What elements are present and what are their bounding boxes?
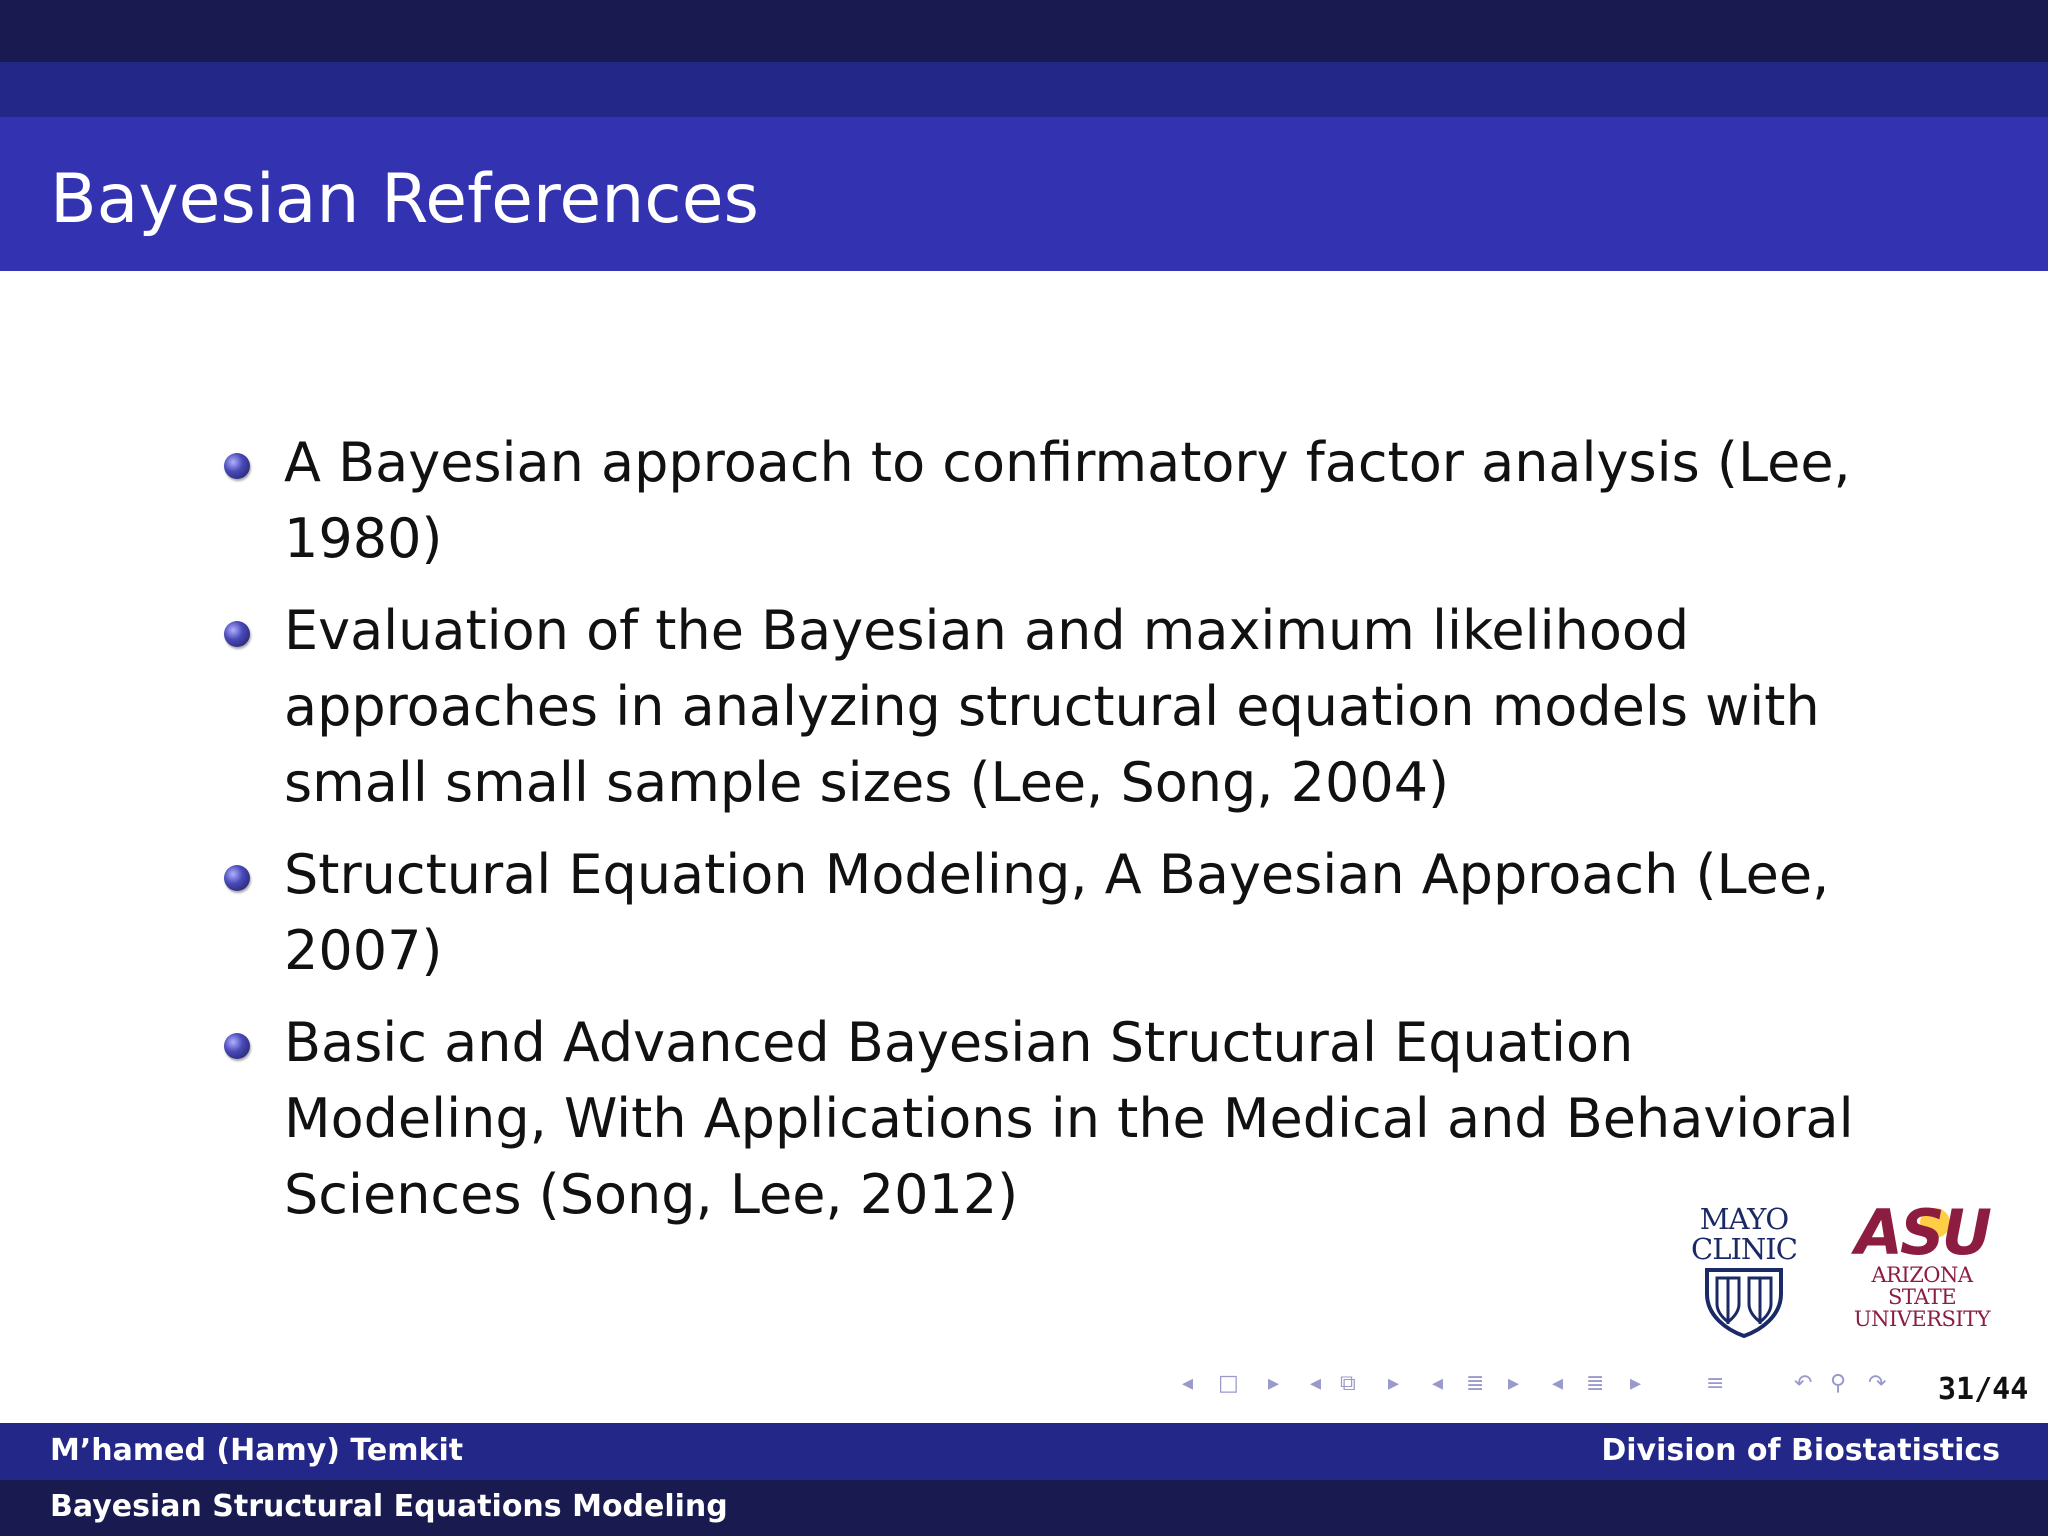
header-band-mid xyxy=(0,62,2048,117)
mayo-shield-icon xyxy=(1699,1264,1789,1338)
nav-prev-icon[interactable]: ◂ xyxy=(1552,1371,1564,1396)
nav-prev-icon[interactable]: ◂ xyxy=(1310,1371,1322,1396)
asu-logo-mark: ASU xyxy=(1855,1196,1989,1269)
reference-list xyxy=(222,425,1902,1236)
forward-icon[interactable]: ↷ xyxy=(1868,1371,1887,1396)
outline-icon[interactable]: ≣ xyxy=(1586,1371,1605,1396)
footer-author: M’hamed (Hamy) Temkit xyxy=(50,1433,464,1468)
asu-logo-line1: ARIZONA STATE xyxy=(1871,1263,1973,1309)
bullet-icon xyxy=(224,865,250,891)
mayo-logo-line1: MAYO xyxy=(1699,1202,1789,1236)
search-icon[interactable]: ⚲ xyxy=(1830,1371,1847,1396)
page-counter: 31/44 xyxy=(1938,1372,2029,1407)
mayo-clinic-logo xyxy=(1680,1204,1808,1344)
section-icon[interactable]: ≣ xyxy=(1466,1371,1485,1396)
frame-icon[interactable]: □ xyxy=(1218,1371,1239,1396)
nav-next-icon[interactable]: ▸ xyxy=(1508,1371,1520,1396)
asu-logo xyxy=(1842,1196,2002,1331)
footer-institute: Division of Biostatistics xyxy=(1601,1433,2000,1468)
bullet-icon xyxy=(224,621,250,647)
subsection-icon[interactable]: ⧉ xyxy=(1340,1371,1356,1396)
asu-logo-line2: UNIVERSITY xyxy=(1853,1307,1991,1331)
nav-next-icon[interactable]: ▸ xyxy=(1630,1371,1642,1396)
bullet-icon xyxy=(224,1033,250,1059)
nav-prev-icon[interactable]: ◂ xyxy=(1182,1371,1194,1396)
nav-next-icon[interactable]: ▸ xyxy=(1388,1371,1400,1396)
list-item xyxy=(222,1005,1902,1236)
slide-content xyxy=(222,425,1902,1249)
nav-prev-icon[interactable]: ◂ xyxy=(1432,1371,1444,1396)
reference-text: Basic and Advanced Bayesian Structural Equation Modeling, With Applications in the Medical and Behavioral Sciences (Song, Lee, 2012) xyxy=(284,1011,1854,1226)
nav-next-icon[interactable]: ▸ xyxy=(1268,1371,1280,1396)
header-band-dark xyxy=(0,0,2048,62)
reference-text: A Bayesian approach to confirmatory factor analysis (Lee, 1980) xyxy=(284,431,1851,570)
list-item xyxy=(222,837,1902,989)
list-item xyxy=(222,425,1902,577)
frame-title: Bayesian References xyxy=(50,160,759,239)
bullet-icon xyxy=(224,453,250,479)
list-item xyxy=(222,593,1902,821)
footer-talk-title: Bayesian Structural Equations Modeling xyxy=(50,1489,728,1524)
beamer-navigation xyxy=(1180,1366,1920,1406)
reference-text: Evaluation of the Bayesian and maximum likelihood approaches in analyzing structural equation models with small small sample sizes (Lee, Song, 2004) xyxy=(284,599,1820,814)
menu-icon[interactable]: ≡ xyxy=(1706,1371,1725,1396)
reference-text: Structural Equation Modeling, A Bayesian Approach (Lee, 2007) xyxy=(284,843,1830,982)
mayo-logo-line2: CLINIC xyxy=(1691,1232,1797,1266)
back-icon[interactable]: ↶ xyxy=(1794,1371,1813,1396)
